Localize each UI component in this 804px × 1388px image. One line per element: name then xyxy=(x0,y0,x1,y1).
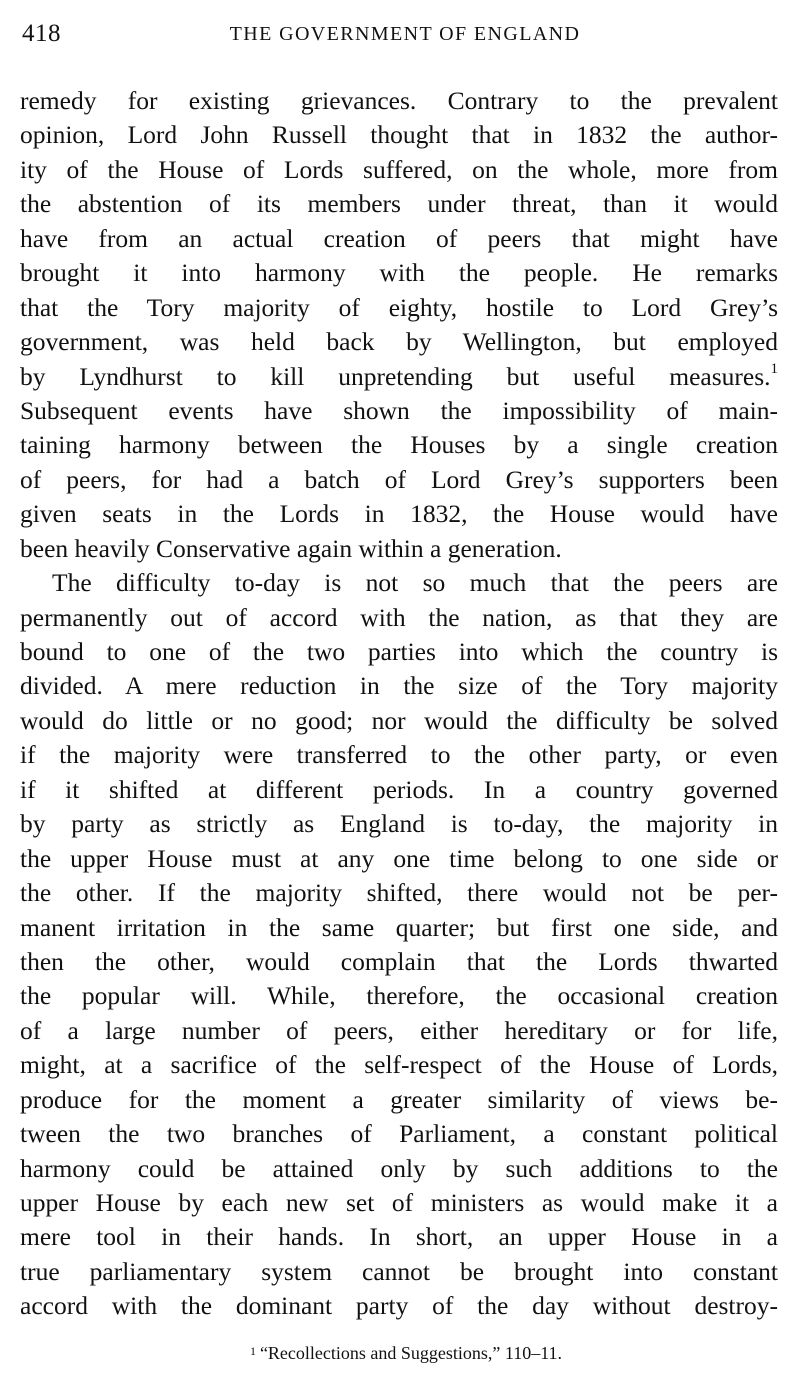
text-line: would do little or no good; nor would the difficulty be solved xyxy=(20,705,778,735)
running-title: THE GOVERNMENT OF ENGLAND xyxy=(229,23,581,45)
text-line: the other. If the majority shifted, there would not be per- xyxy=(20,878,778,908)
page-header xyxy=(22,20,778,52)
text-line: manent irritation in the same quarter; but first one side, and xyxy=(20,912,778,942)
text-line: the abstention of its members under threat, than it would xyxy=(20,189,778,219)
text-line: if the majority were transferred to the other party, or even xyxy=(20,740,778,770)
text-line: of a large number of peers, either hereditary or for life, xyxy=(20,1015,778,1045)
paragraph-1 xyxy=(20,84,778,566)
footnote xyxy=(0,1343,804,1364)
text-line: given seats in the Lords in 1832, the House would have xyxy=(20,499,778,529)
text-line: that the Tory majority of eighty, hostile to Lord Grey’s xyxy=(20,292,778,322)
text-line: have from an actual creation of peers that might have xyxy=(20,223,778,253)
text-line: The difficulty to-day is not so much that the peers are xyxy=(52,568,778,598)
text-line: the upper House must at any one time belong to one side or xyxy=(20,843,778,873)
text-line: then the other, would complain that the Lords thwarted xyxy=(20,946,778,976)
footnote-marker: 1 xyxy=(249,1344,256,1358)
paragraph-2 xyxy=(20,566,778,1324)
text-line: remedy for existing grievances. Contrary to the prevalent xyxy=(20,86,778,115)
footnote-reference: 1 xyxy=(770,360,778,377)
text-line: tween the two branches of Parliament, a constant political xyxy=(20,1119,778,1149)
footnote-text: “Recollections and Suggestions,” 110–11. xyxy=(259,1343,563,1363)
text-line: Subsequent events have shown the impossibility of main- xyxy=(20,395,778,425)
text-line: might, at a sacrifice of the self-respect of the House of Lords, xyxy=(20,1050,778,1080)
body-text xyxy=(20,84,778,1324)
text-line: of peers, for had a batch of Lord Grey’s supporters been xyxy=(20,464,778,494)
text-line: bound to one of the two parties into which the country is xyxy=(20,637,778,666)
text-line-with-footnote xyxy=(20,360,778,394)
text-line: brought it into harmony with the people. He remarks xyxy=(20,258,778,288)
text-line: opinion, Lord John Russell thought that in 1832 the author- xyxy=(20,120,778,150)
text-line: been heavily Conservative again within a generation. xyxy=(20,533,562,563)
text-line: government, was held back by Wellington, but employed xyxy=(20,327,778,357)
text-line: taining harmony between the Houses by a single creation xyxy=(20,430,778,460)
text-line: ity of the House of Lords suffered, on the whole, more from xyxy=(20,154,778,184)
text-line: upper House by each new set of ministers as would make it a xyxy=(20,1188,778,1217)
text-line: the popular will. While, therefore, the occasional creation xyxy=(20,981,778,1011)
text-line: divided. A mere reduction in the size of the Tory majority xyxy=(20,671,778,701)
page-number: 418 xyxy=(22,20,61,47)
text-line: true parliamentary system cannot be brought into constant xyxy=(20,1256,778,1286)
text-line-content: by Lyndhurst to kill unpretending but useful measures. xyxy=(20,361,771,391)
text-line: produce for the moment a greater similarity of views be- xyxy=(20,1084,778,1114)
text-line: mere tool in their hands. In short, an upper House in a xyxy=(20,1222,778,1252)
text-line: accord with the dominant party of the day without destroy- xyxy=(20,1291,778,1321)
text-line: if it shifted at different periods. In a country governed xyxy=(20,774,778,804)
text-line: by party as strictly as England is to-day, the majority in xyxy=(20,809,778,839)
text-line: permanently out of accord with the nation, as that they are xyxy=(20,602,778,632)
text-line: harmony could be attained only by such additions to the xyxy=(20,1153,778,1183)
